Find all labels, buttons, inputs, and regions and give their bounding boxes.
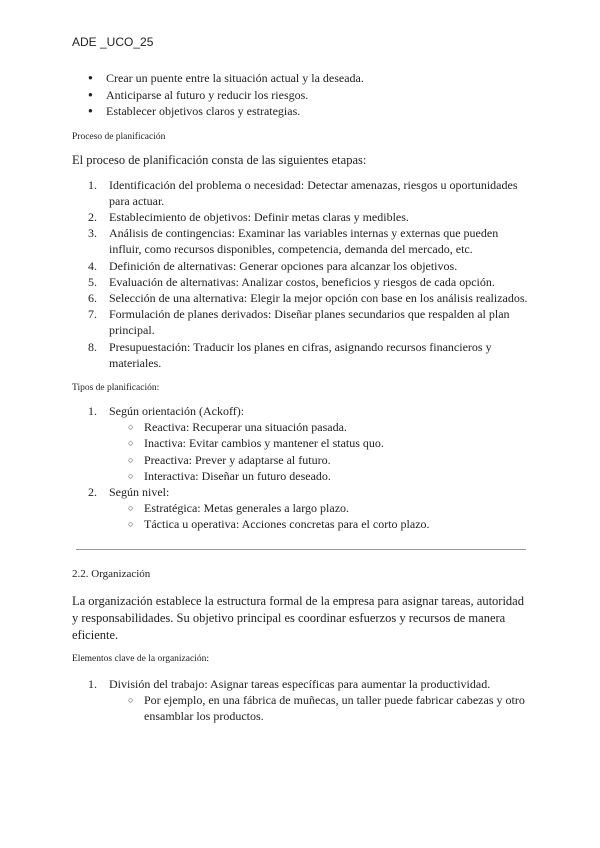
sub-list-item: ○ Táctica u operativa: Acciones concretas para el corto plazo. bbox=[72, 516, 528, 532]
sub-list-item: ○ Por ejemplo, en una fábrica de muñecas, un taller puede fabricar cabezas y otro ensamblar los productos. bbox=[72, 692, 528, 724]
list-item: 4. Definición de alternativas: Generar opciones para alcanzar los objetivos. bbox=[88, 258, 458, 273]
organization-heading: 2.2. Organización bbox=[72, 567, 151, 580]
list-item: 2. Establecimiento de objetivos: Definir metas claras y medibles. bbox=[88, 209, 409, 224]
planning-steps-list bbox=[72, 177, 528, 371]
bullet-item: ● Crear un puente entre la situación actual y la deseada. bbox=[72, 70, 528, 87]
list-item: 2. Según nivel: bbox=[88, 484, 170, 499]
orientation-sublist bbox=[72, 419, 528, 484]
list-item: 3. Análisis de contingencias: Examinar las variables internas y externas que pueden influir, como recursos disponibles, competencia, demanda del mercado, etc. bbox=[88, 226, 499, 257]
document-body bbox=[72, 70, 528, 724]
planning-types-heading: Tipos de planificación: bbox=[72, 382, 160, 393]
planning-types-list-cont bbox=[72, 484, 528, 500]
list-item: 7. Formulación de planes derivados: Diseñar planes secundarios que respalden al plan principal. bbox=[88, 307, 510, 338]
list-item: 5. Evaluación de alternativas: Analizar costos, beneficios y riesgos de cada opción. bbox=[88, 274, 495, 289]
sub-list-item: ○ Inactiva: Evitar cambios y mantener el status quo. bbox=[72, 435, 528, 451]
document-header: ADE _UCO_25 bbox=[72, 35, 154, 49]
list-item: 1. División del trabajo: Asignar tareas específicas para aumentar la productividad. bbox=[88, 676, 491, 691]
bullet-item: ● Anticiparse al futuro y reducir los riesgos. bbox=[72, 87, 528, 104]
key-elements-list bbox=[72, 676, 528, 692]
list-item: 8. Presupuestación: Traducir los planes en cifras, asignando recursos financieros y materiales. bbox=[88, 339, 492, 370]
planning-process-intro: El proceso de planificación consta de las siguientes etapas: bbox=[72, 152, 367, 167]
bullet-item: ● Establecer objetivos claros y estrategias. bbox=[72, 103, 528, 120]
list-item: 1. Según orientación (Ackoff): bbox=[88, 403, 245, 418]
planning-process-heading: Proceso de planificación bbox=[72, 131, 166, 142]
sub-list-item: ○ Reactiva: Recuperar una situación pasada. bbox=[72, 419, 528, 435]
division-sublist bbox=[72, 692, 528, 724]
planning-types-list bbox=[72, 403, 528, 419]
organization-paragraph: La organización establece la estructura formal de la empresa para asignar tareas, autoridad y responsabilidades. Su objetivo principal es coordinar esfuerzos y recursos de manera eficiente. bbox=[72, 593, 524, 642]
list-item: 6. Selección de una alternativa: Elegir la mejor opción con base en los análisis realizados. bbox=[88, 290, 528, 305]
sub-list-item: ○ Preactiva: Prever y adaptarse al futuro. bbox=[72, 452, 528, 468]
level-sublist bbox=[72, 500, 528, 532]
list-item: 1. Identificación del problema o necesidad: Detectar amenazas, riesgos u oportunidades para actuar. bbox=[88, 177, 518, 208]
section-divider bbox=[76, 549, 526, 550]
sub-list-item: ○ Estratégica: Metas generales a largo plazo. bbox=[72, 500, 528, 516]
intro-bullet-list bbox=[72, 70, 528, 120]
sub-list-item: ○ Interactiva: Diseñar un futuro deseado. bbox=[72, 468, 528, 484]
key-elements-heading: Elementos clave de la organización: bbox=[72, 653, 209, 664]
